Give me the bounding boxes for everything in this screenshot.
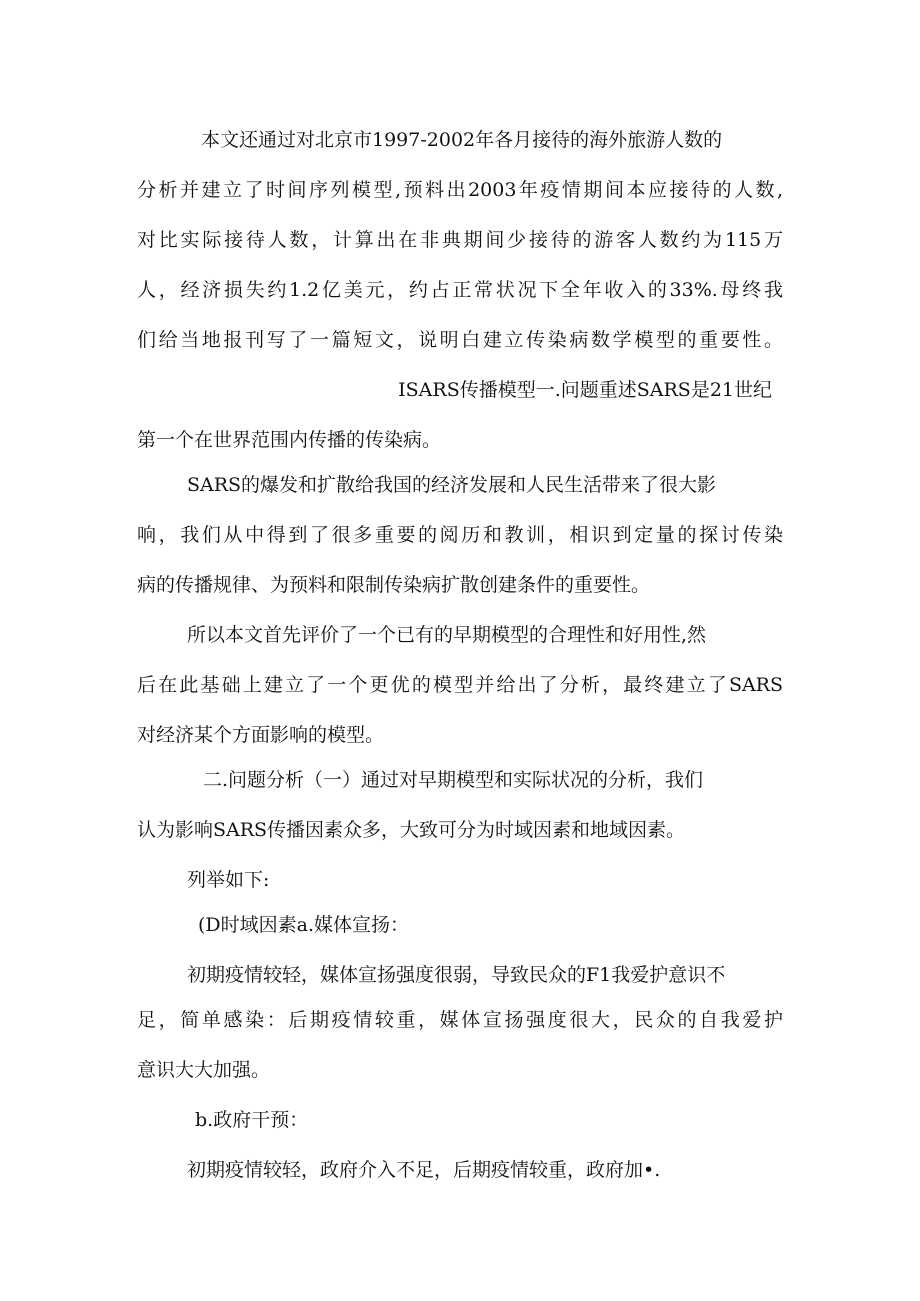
text-line-12: 后在此基础上建立了一个更优的模型并给出了分析，最终建立了SARS [137,674,783,696]
text-line-8: SARS的爆发和扩散给我国的经济发展和人民生活带来了很大影 [187,474,717,496]
text-line-5: 们给当地报刊写了一篇短文，说明白建立传染病数学模型的重要性。 [137,329,783,351]
text-line-22: 初期疫情较轻，政府介入不足，后期疫情较重，政府加•. [187,1159,661,1181]
text-line-19: 足，简单感染：后期疫情较重，媒体宣扬强度很大，民众的自我爱护 [137,1009,783,1031]
text-line-15: 认为影响SARS传播因素众多，大致可分为时域因素和地域因素。 [137,819,686,841]
text-line-1: 本文还通过对北京市1997-2002年各月接待的海外旅游人数的 [201,129,723,151]
text-line-3: 对比实际接待人数，计算出在非典期间少接待的游客人数约为115万 [137,229,783,251]
text-line-4: 人，经济损失约1.2亿美元，约占正常状况下全年收入的33%.母终我 [137,279,783,301]
text-line-20: 意识大大加强。 [137,1059,271,1081]
text-line-2: 分析并建立了时间序列模型,预料出2003年疫情期间本应接待的人数, [137,179,783,201]
text-line-9: 响，我们从中得到了很多重要的阅历和教训，相识到定量的探讨传染 [137,524,783,546]
text-line-11: 所以本文首先评价了一个已有的早期模型的合理性和好用性,然 [187,624,707,646]
text-line-21: b.政府干预： [195,1109,309,1131]
text-line-6-heading: ISARS传播模型一.问题重述SARS是21世纪 [398,379,772,401]
text-line-7: 第一个在世界范围内传播的传染病。 [137,429,442,451]
text-line-18: 初期疫情较轻，媒体宣扬强度很弱，导致民众的F1我爱护意识不 [187,964,726,986]
text-line-10: 病的传播规律、为预料和限制传染病扩散创建条件的重要性。 [137,574,651,596]
text-line-16: 列举如下: [187,869,270,891]
text-line-13: 对经济某个方面影响的模型。 [137,724,385,746]
text-line-14: 二.问题分析（一）通过对早期模型和实际状况的分析，我们 [203,769,704,791]
text-line-17: (D时域因素a.媒体宣扬： [198,914,410,936]
